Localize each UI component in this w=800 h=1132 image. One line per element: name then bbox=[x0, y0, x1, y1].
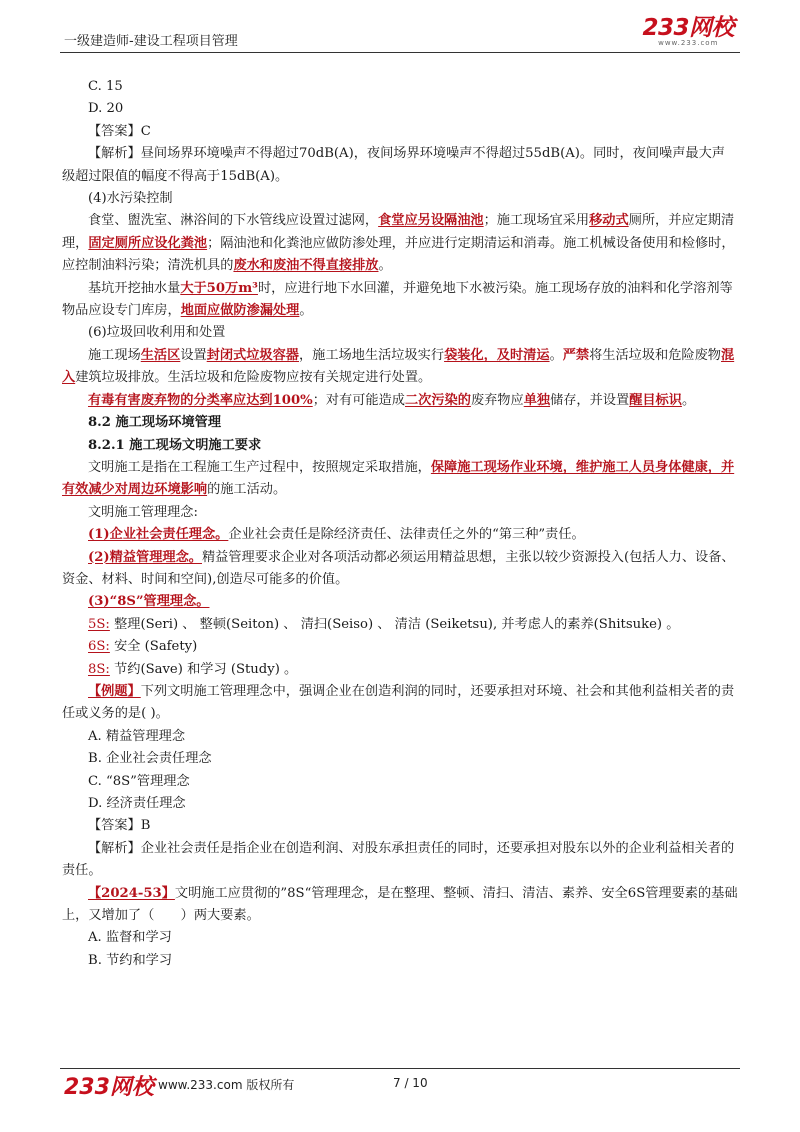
8s-item: 8S: 节约(Save) 和学习 (Study) 。 bbox=[88, 661, 298, 677]
analysis-noise: 【解析】昼间场界环境噪声不得超过70dB(A)，夜间场界环境噪声不得超过55dB(A)。同时，夜间噪声最大声级超过限值的幅度不得高于15dB(A)。 bbox=[62, 146, 725, 184]
highlight-text: 混入 bbox=[62, 347, 735, 386]
exam-question: 【2024-53】文明施工应贯彻的”8S“管理理念，是在整理、整顿、清扫、清洁、素养、安全6S管理要素的基础上，又增加了（ ）两大要素。 bbox=[62, 885, 738, 924]
subsection-heading: 8.2.1 施工现场文明施工要求 bbox=[88, 437, 262, 453]
option-c: C. “8S”管理理念 bbox=[88, 773, 190, 789]
highlight-text: 保障施工现场作业环境，维护施工人员身体健康，并有效减少对周边环境影响 bbox=[62, 459, 735, 498]
highlight-text: 严禁 bbox=[562, 347, 590, 363]
section-waste: (6)垃圾回收利用和处置 bbox=[88, 325, 226, 341]
document-body bbox=[62, 76, 738, 972]
section-water-pollution: (4)水污染控制 bbox=[88, 191, 173, 207]
highlight-text: 食堂应另设隔油池 bbox=[378, 213, 484, 229]
answer: 【答案】B bbox=[88, 818, 151, 834]
highlight-text: 二次污染的 bbox=[405, 392, 471, 408]
highlight-text: 8S: bbox=[88, 661, 110, 677]
highlight-text: 废水和废油不得直接排放 bbox=[233, 258, 379, 274]
highlight-text: (1)企业社会责任理念。 bbox=[88, 527, 229, 543]
paragraph-waste-1: 施工现场生活区设置封闭式垃圾容器，施工场地生活垃圾实行袋装化，及时清运。严禁将生活垃圾和危险废物混入建筑垃圾排放。生活垃圾和危险废物应按有关规定进行处置。 bbox=[62, 347, 735, 386]
option-a: A. 监督和学习 bbox=[88, 930, 172, 946]
exam-tag: 【2024-53】 bbox=[88, 885, 175, 901]
paragraph-water-2: 基坑开挖抽水量大于50万m³时，应进行地下水回灌，并避免地下水被污染。施工现场存放的油料和化学溶剂等物品应设专门库房，地面应做防渗漏处理。 bbox=[62, 280, 733, 319]
option-b: B. 节约和学习 bbox=[88, 952, 173, 968]
highlight-text: 大于50万m³ bbox=[180, 280, 258, 296]
highlight-text: 袋装化，及时清运 bbox=[444, 347, 550, 363]
paragraph-waste-2: 有毒有害废弃物的分类率应达到100%；对有可能造成二次污染的废弃物应单独储存，并设置醒目标识。 bbox=[88, 392, 696, 408]
section-heading: 8.2 施工现场环境管理 bbox=[88, 415, 222, 431]
example-tag: 【例题】 bbox=[88, 683, 141, 699]
highlight-text: 生活区 bbox=[140, 347, 181, 363]
concepts-label: 文明施工管理理念: bbox=[88, 504, 198, 520]
answer: 【答案】C bbox=[88, 123, 151, 139]
highlight-text: 移动式 bbox=[589, 213, 629, 229]
option-d: D. 20 bbox=[88, 101, 124, 117]
highlight-text: 5S: bbox=[88, 616, 110, 632]
header-title: 一级建造师-建设工程项目管理 bbox=[64, 34, 238, 49]
concept-1: (1)企业社会责任理念。企业社会责任是除经济责任、法律责任之外的“第三种”责任。 bbox=[88, 527, 585, 543]
highlight-text: 单独 bbox=[523, 392, 551, 408]
header-divider bbox=[60, 52, 740, 53]
6s-item: 6S: 安全 (Safety) bbox=[88, 639, 198, 655]
5s-item: 5S: 整理(Seri) 、 整顿(Seiton) 、 清扫(Seiso) 、 清洁 (Seiketsu), 并考虑人的素养(Shitsuke) 。 bbox=[88, 616, 680, 632]
logo-url: www.233.com bbox=[658, 39, 719, 47]
highlight-text: (2)精益管理理念。 bbox=[88, 549, 202, 565]
page-number: 7 / 10 bbox=[393, 1076, 428, 1090]
paragraph-civilized-construction: 文明施工是指在工程施工生产过程中，按照规定采取措施，保障施工现场作业环境，维护施工人员身体健康，并有效减少对周边环境影响的施工活动。 bbox=[62, 459, 735, 498]
option-a: A. 精益管理理念 bbox=[88, 728, 186, 744]
footer-logo: 233网校 bbox=[64, 1075, 154, 1100]
logo-text: 233网校 bbox=[642, 15, 734, 41]
highlight-text: 固定厕所应设化粪池 bbox=[88, 235, 208, 251]
footer-copyright: www.233.com 版权所有 bbox=[158, 1078, 295, 1092]
paragraph-water-1: 食堂、盥洗室、淋浴间的下水管线应设置过滤网，食堂应另设隔油池；施工现场宜采用移动式厕所，并应定期清理，固定厕所应设化粪池；隔油池和化粪池应做防渗处理，并应进行定期清运和消毒。施工机械设备使用和检修时，应控制油料污染；清洗机具的废水和废油不得直接排放。 bbox=[62, 213, 735, 274]
highlight-text: 有毒有害废弃物的分类率应达到100% bbox=[88, 392, 313, 408]
highlight-text: 醒目标识 bbox=[629, 392, 682, 408]
option-c: C. 15 bbox=[88, 79, 123, 94]
option-d: D. 经济责任理念 bbox=[88, 796, 186, 811]
highlight-text: 封闭式垃圾容器 bbox=[206, 347, 299, 363]
concept-2: (2)精益管理理念。精益管理要求企业对各项活动都必须运用精益思想，主张以较少资源投入(包括人力、设备、资金、材料、时间和空间),创造尽可能多的价值。 bbox=[62, 549, 735, 587]
option-b: B. 企业社会责任理念 bbox=[88, 751, 212, 767]
example-question: 【例题】下列文明施工管理理念中，强调企业在创造利润的同时，还要承担对环境、社会和其他利益相关者的责任或义务的是( )。 bbox=[62, 683, 735, 722]
analysis: 【解析】企业社会责任是指企业在创造利润、对股东承担责任的同时，还要承担对股东以外的企业利益相关者的责任。 bbox=[62, 840, 735, 879]
concept-3: (3)“8S”管理理念。 bbox=[88, 594, 210, 610]
site-logo bbox=[642, 16, 734, 47]
footer-divider bbox=[60, 1068, 740, 1069]
highlight-text: 6S: bbox=[88, 639, 110, 655]
highlight-text: 地面应做防渗漏处理 bbox=[180, 303, 300, 319]
